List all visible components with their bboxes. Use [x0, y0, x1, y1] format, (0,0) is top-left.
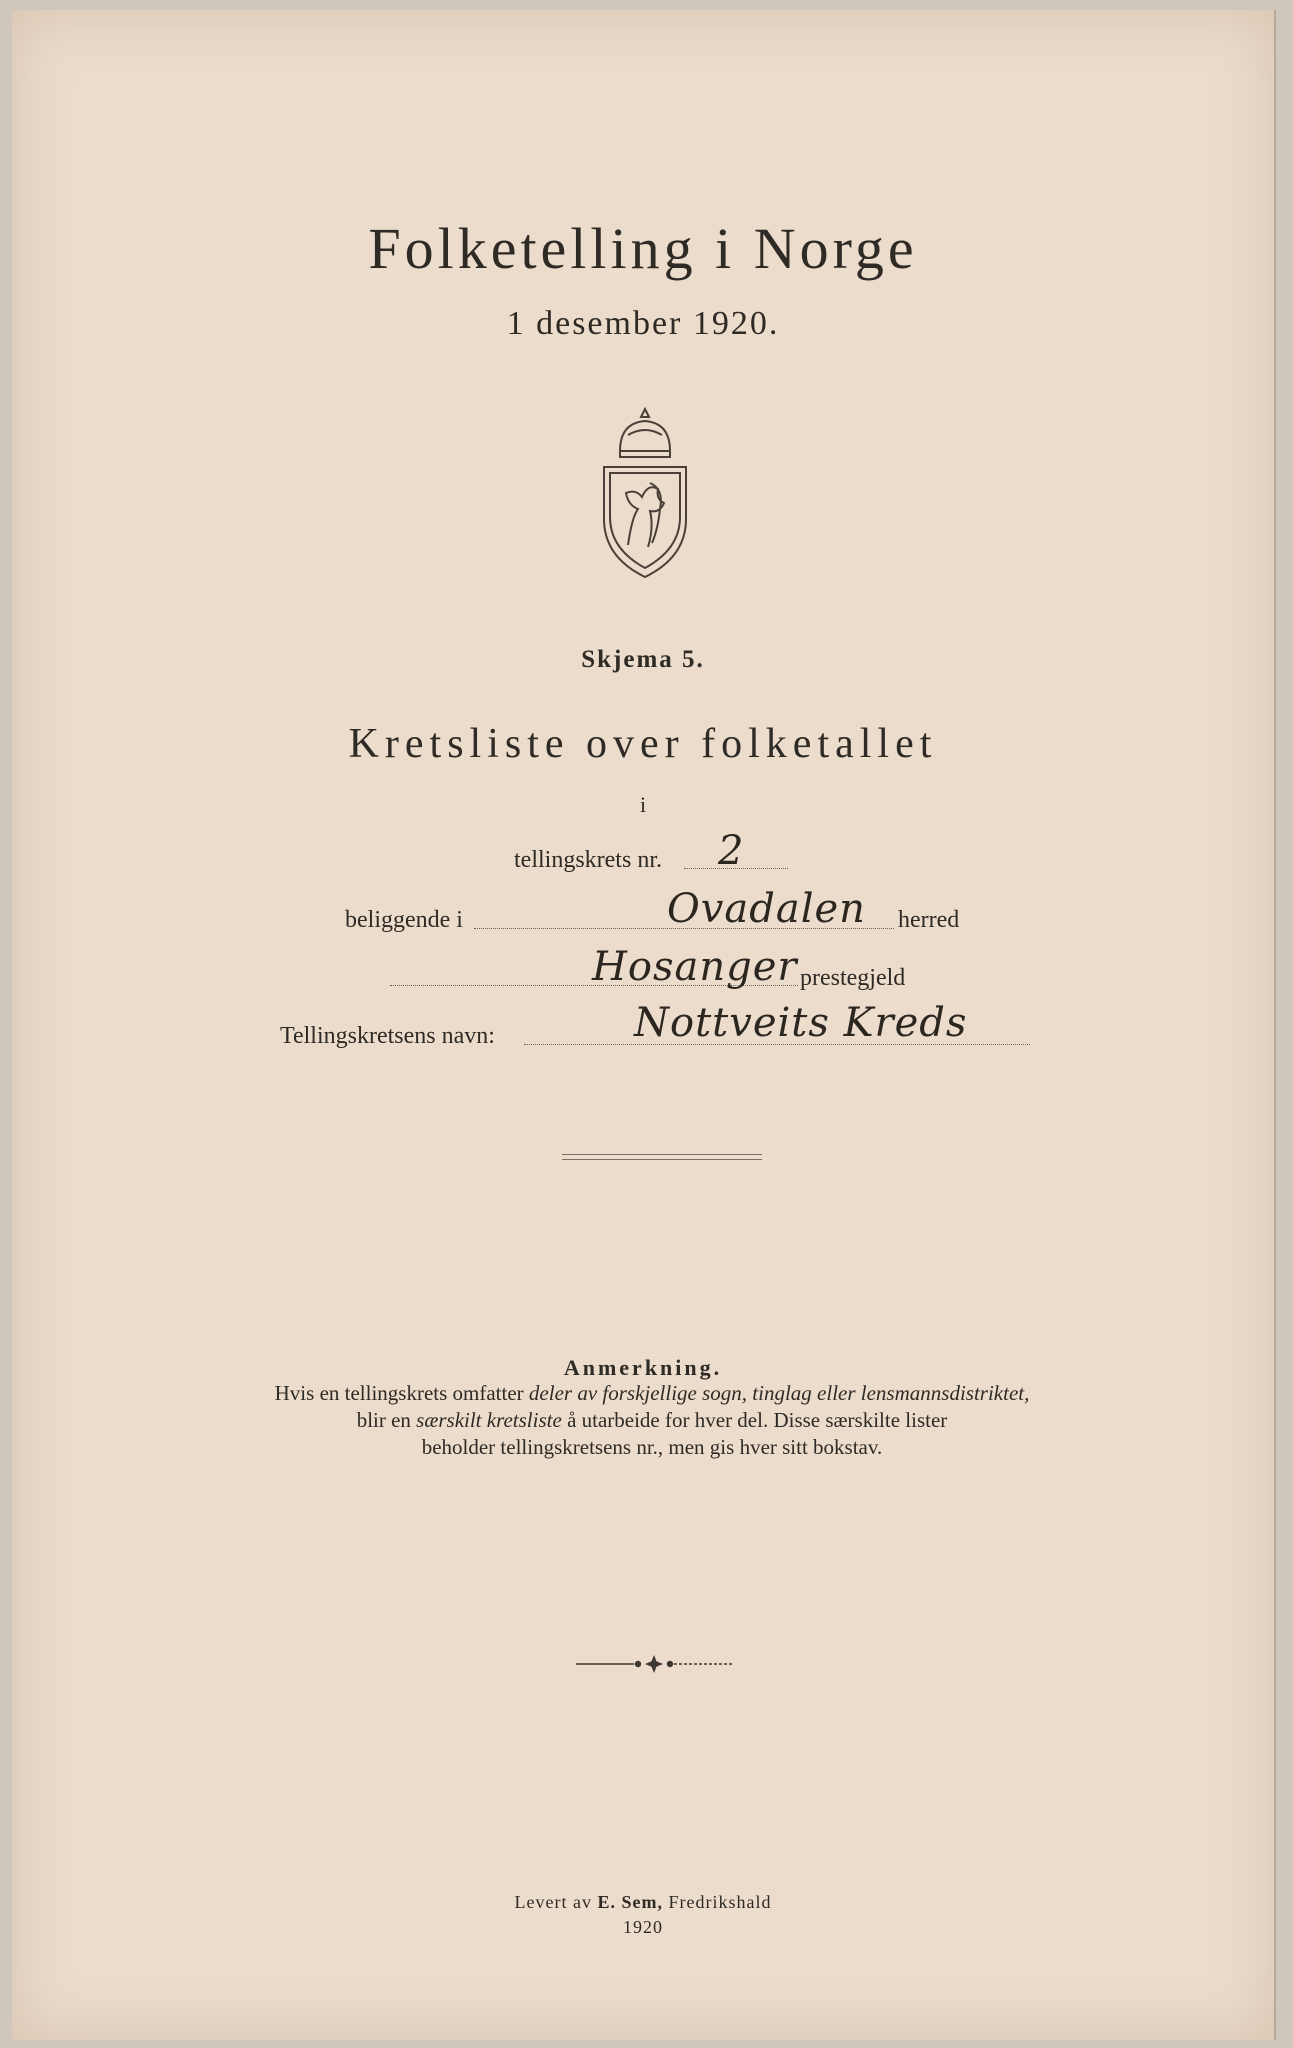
- printer-prefix: Levert av: [514, 1892, 598, 1912]
- norwegian-coat-of-arms-icon: [598, 405, 692, 580]
- section-divider: [562, 1154, 762, 1160]
- note-line-1-italic: deler av forskjellige sogn, tinglag eller lensmannsdistriktet,: [528, 1381, 1030, 1405]
- district-number-field[interactable]: 2: [718, 828, 745, 874]
- note-line-2-italic: særskilt kretsliste: [416, 1408, 562, 1432]
- note-text: [212, 1380, 1092, 1461]
- note-line-3: beholder tellingskretsens nr., men gis hver sitt bokstav.: [421, 1435, 883, 1459]
- note-line-2: [212, 1407, 1092, 1434]
- printer-city: Fredrikshald: [662, 1892, 772, 1912]
- form-heading: Kretsliste over folketallet: [348, 721, 938, 767]
- note-line-1: [212, 1380, 1092, 1407]
- note-line-2-rest: å utarbeide for hver del. Disse særskilte lister: [561, 1408, 948, 1432]
- parish-field[interactable]: Hosanger: [592, 944, 798, 990]
- municipality-field[interactable]: Ovadalen: [667, 886, 866, 932]
- census-date: 1 desember 1920.: [506, 305, 780, 342]
- municipality-suffix: herred: [898, 907, 960, 933]
- parish-suffix: prestegjeld: [800, 965, 906, 991]
- note-title: Anmerkning.: [563, 1355, 723, 1380]
- census-form-page: [12, 10, 1276, 2040]
- ornament-divider: [574, 1654, 734, 1674]
- page-title: Folketelling i Norge: [368, 216, 918, 281]
- preposition-label: i: [639, 792, 647, 817]
- district-number-label: tellingskrets nr.: [514, 847, 662, 873]
- note-line-1-plain: Hvis en tellingskrets omfatter: [274, 1381, 529, 1405]
- district-name-label: Tellingskretsens navn:: [280, 1023, 495, 1049]
- located-in-label: beliggende i: [345, 907, 463, 933]
- printer-imprint: [12, 1890, 1274, 1940]
- printer-line: [12, 1890, 1274, 1915]
- printer-name: E. Sem,: [597, 1892, 663, 1912]
- print-year: 1920: [623, 1917, 663, 1937]
- note-line-2-plain: blir en: [356, 1408, 417, 1432]
- schema-label: Skjema 5.: [581, 646, 705, 673]
- district-name-field[interactable]: Nottveits Kreds: [634, 1000, 968, 1046]
